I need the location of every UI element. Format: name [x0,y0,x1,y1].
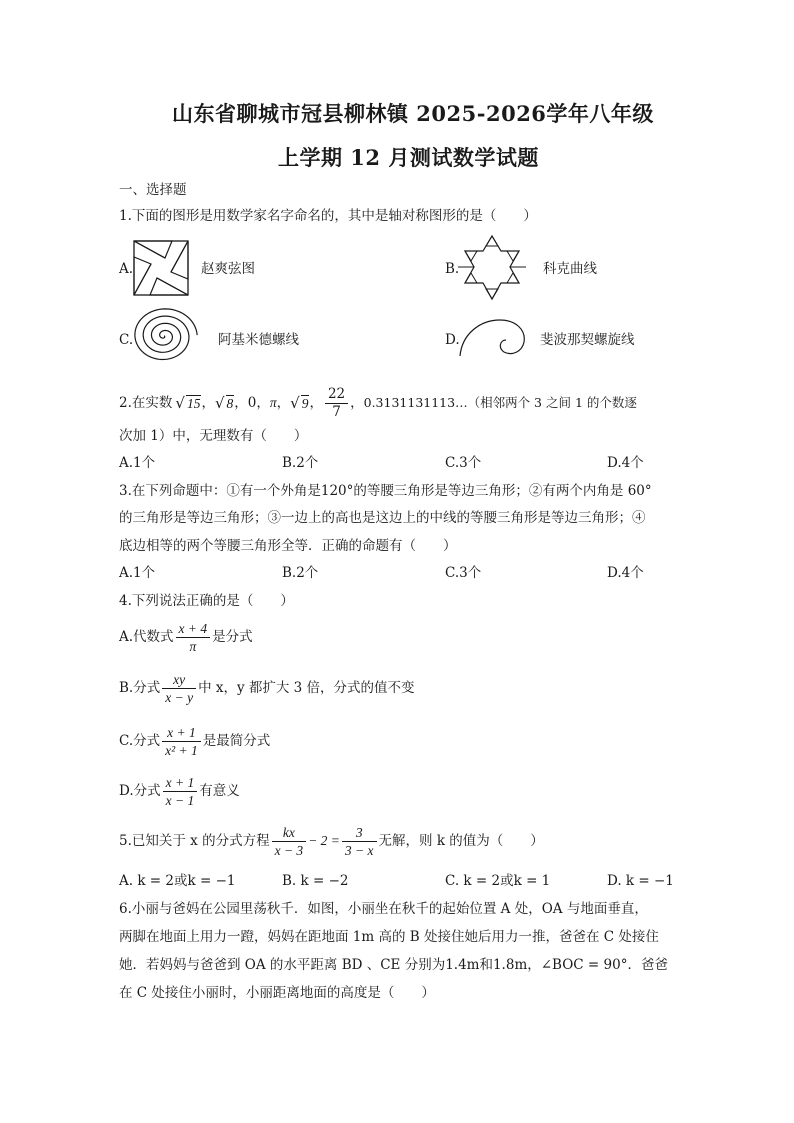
q4-d-post: 有意义 [199,783,240,799]
q1-option-d-name: 斐波那契螺旋线 [540,332,635,348]
fibonacci-spiral-diagram [458,316,528,360]
section-heading: 一、选择题 [119,182,187,198]
q4-b-pre: B.分式 [119,680,161,696]
q2-zero: 0 [247,395,257,411]
q2-tail: 0.3131131113…（相邻两个 3 之间 1 的个数逐 [363,395,637,410]
q4-option-c [119,721,270,761]
q4-option-b [119,668,415,708]
page-title-line2: 上学期 12 月测试数学试题 [278,145,539,170]
q5-post: 无解，则 k 的值为（ ） [378,833,544,849]
q1-option-b-letter: B. [445,261,460,277]
q4-option-d [119,771,240,811]
q5-mid: − 2 = [308,833,340,848]
q1-option-c-name: 阿基米德螺线 [218,332,299,348]
q4-c-pre: C.分式 [119,733,161,749]
q4-d-pre: D.分式 [119,783,161,799]
q2-option-d: D.4个 [607,455,644,471]
question-2-line2: 次加 1）中，无理数有（ ） [119,428,308,444]
question-6-line3: 她．若妈妈与爸爸到 OA 的水平距离 BD 、CE 分别为1.4m和1.8m，∠BOC = 90°．爸爸 [119,957,668,973]
q2-fraction: $\frac{22}{7}$ [325,386,348,421]
question-6-line2: 两脚在地面上用力一蹬，妈妈在距地面 1m 高的 B 处接住她后用力一推，爸爸在 C 处接住 [119,929,659,945]
q4-c-fraction: $\frac{x + 1}{\text{x² + 1}}$ [162,724,201,759]
q1-option-a-letter: A. [119,261,134,277]
q1-option-b-name: 科克曲线 [543,261,597,277]
q4-a-pre: A.代数式 [119,629,174,645]
q5-option-c: C. k = 2或k = 1 [445,873,551,889]
q2-root-8: 8 [226,395,234,411]
q1-option-c-letter: C. [119,332,134,348]
question-5-stem [119,821,544,861]
q4-c-post: 是最简分式 [202,733,271,749]
q5-fraction-1: $\frac{kx}{x - 3}$ [272,824,307,859]
question-6-line4: 在 C 处接住小丽时，小丽距离地面的高度是（ ） [119,985,435,1001]
zhao-shuang-diagram [133,240,189,296]
q2-root-9: 9 [301,395,309,411]
q3-option-d: D.4个 [607,565,644,581]
q1-option-a-name: 赵爽弦图 [201,261,255,277]
question-3-line2: 的三角形是等边三角形；③一边上的高也是这边上的中线的等腰三角形是等边三角形；④ [119,510,646,526]
question-1-stem: 1.下面的图形是用数学家名字命名的，其中是轴对称图形的是（ ） [119,208,537,224]
q5-option-a: A. k = 2或k = −1 [119,873,236,889]
q4-a-post: 是分式 [212,629,253,645]
question-4-stem: 4.下列说法正确的是（ ） [119,593,294,609]
question-3-line1: 3.在下列命题中：①有一个外角是120°的等腰三角形是等边三角形；②有两个内角是 60° [119,483,652,499]
q2-option-b: B.2个 [282,455,319,471]
q2-option-a: A.1个 [119,455,156,471]
q4-d-fraction: $\frac{x + 1}{x - 1}$ [163,774,198,809]
q2-option-c: C.3个 [445,455,482,471]
q3-option-b: B.2个 [282,565,319,581]
q4-a-fraction: $\frac{x + 4}{\pi}$ [176,620,211,655]
q5-fraction-2: $\frac{3}{3 - x}$ [342,824,377,859]
q1-option-d-letter: D. [445,332,460,348]
q5-option-d: D. k = −1 [607,873,674,889]
q2-root-15: 15 [186,395,201,411]
question-2-stem: 2.在实数 √ 15 ， √ 8 ， 0 ， π ， √ 9 ， $\frac{22}{7}$ ， 0.3131131113…（相邻两个 3 之间 1 的个数逐 [119,385,637,420]
archimedean-spiral-diagram [130,308,198,368]
question-3-line3: 底边相等的两个等腰三角形全等．正确的命题有（ ） [119,538,457,554]
q5-option-b: B. k = −2 [282,873,349,889]
question-6-line1: 6.小丽与爸妈在公园里荡秋千．如图，小丽坐在秋千的起始位置 A 处，OA 与地面垂直， [119,901,648,917]
q5-pre: 5.已知关于 x 的分式方程 [119,833,270,849]
q4-b-post: 中 x，y 都扩大 3 倍，分式的值不变 [198,680,415,696]
koch-curve-diagram [455,233,529,303]
q2-lead: 2.在实数 [119,395,173,411]
q2-pi: π [269,395,277,410]
q4-option-a [119,617,253,657]
q3-option-a: A.1个 [119,565,156,581]
q3-option-c: C.3个 [445,565,482,581]
q4-b-fraction: $\frac{xy}{x - y}$ [162,671,196,706]
page-title-line1: 山东省聊城市冠县柳林镇 2025-2026学年八年级 [172,101,654,126]
